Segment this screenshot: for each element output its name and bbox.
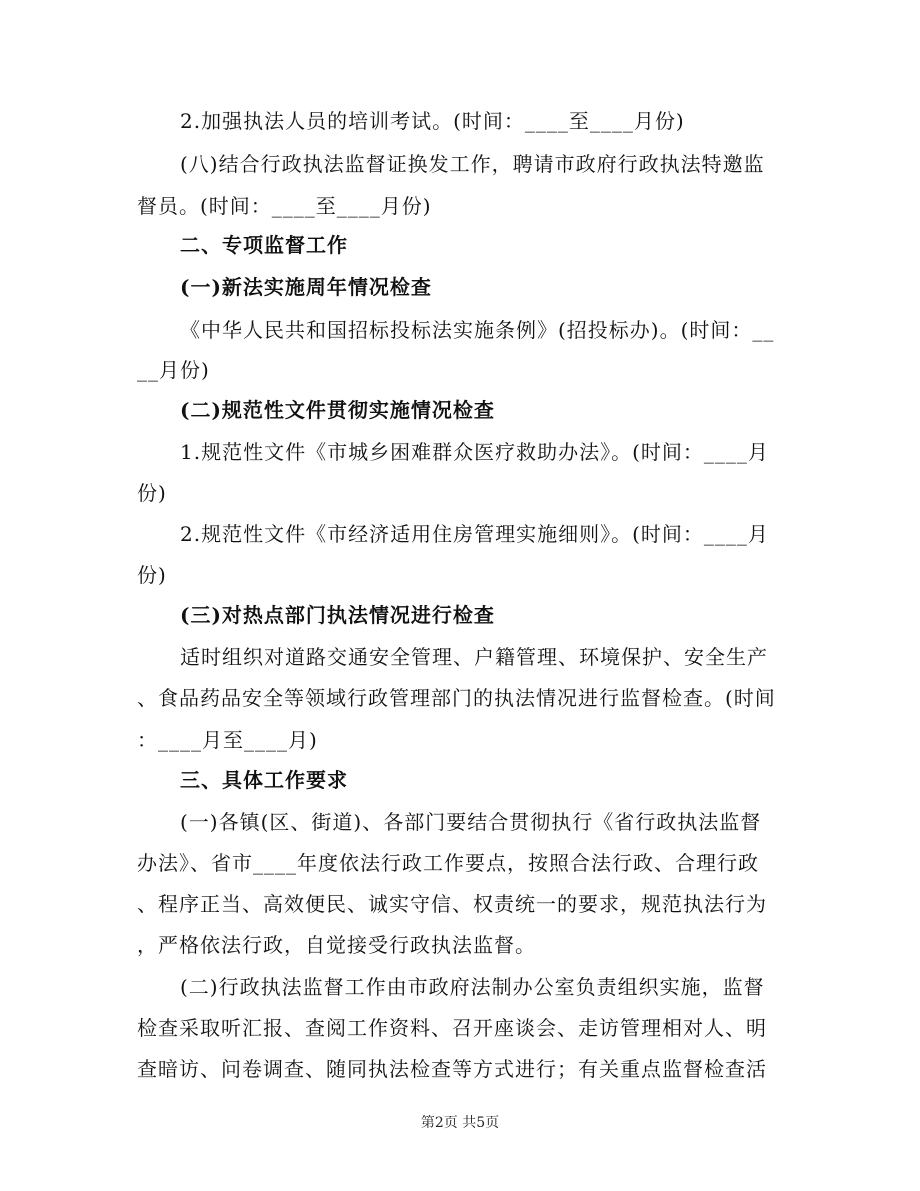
paragraph-line: 份) <box>137 481 167 505</box>
list-item: 2.加强执法人员的培训考试。(时间：____至____月份) <box>180 109 685 133</box>
paragraph-line: 查暗访、问卷调查、随同执法检查等方式进行；有关重点监督检查活 <box>137 1057 767 1081</box>
paragraph-line: 、程序正当、高效便民、诚实守信、权责统一的要求，规范执法行为 <box>137 892 767 916</box>
list-item: 1.规范性文件《市城乡困难群众医疗救助办法》。(时间：____月 <box>180 440 769 464</box>
paragraph-line: ：____月至____月) <box>137 728 318 752</box>
paragraph-line: 督员。(时间：____至____月份) <box>137 194 432 218</box>
paragraph-line: 检查采取听汇报、查阅工作资料、召开座谈会、走访管理相对人、明 <box>137 1016 767 1040</box>
paragraph-line: 《中华人民共和国招标投标法实施条例》(招投标办)。(时间：__ <box>180 318 775 342</box>
section-heading: 二、专项监督工作 <box>180 233 348 257</box>
paragraph-line: (二)行政执法监督工作由市政府法制办公室负责组织实施，监督 <box>180 975 765 999</box>
subsection-heading: (三)对热点部门执法情况进行检查 <box>180 603 495 627</box>
subsection-heading: (一)新法实施周年情况检查 <box>180 275 432 299</box>
paragraph-line: __月份) <box>137 358 210 382</box>
paragraph-line: 份) <box>137 563 167 587</box>
paragraph-line: (一)各镇(区、街道)、各部门要结合贯彻执行《省行政执法监督 <box>180 810 762 834</box>
paragraph-line: 办法》、省市____年度依法行政工作要点，按照合法行政、合理行政 <box>137 851 759 875</box>
list-item: 2.规范性文件《市经济适用住房管理实施细则》。(时间：____月 <box>180 522 769 546</box>
paragraph-line: 、食品药品安全等领域行政管理部门的执法情况进行监督检查。(时间 <box>137 686 776 710</box>
paragraph-line: 适时组织对道路交通安全管理、户籍管理、环境保护、安全生产 <box>180 645 768 669</box>
subsection-heading: (二)规范性文件贯彻实施情况检查 <box>180 398 495 422</box>
page-number-footer: 第2页 共5页 <box>420 1115 500 1131</box>
paragraph-line: (八)结合行政执法监督证换发工作，聘请市政府行政执法特邀监 <box>180 152 765 176</box>
section-heading: 三、具体工作要求 <box>180 768 348 792</box>
paragraph-line: ，严格依法行政，自觉接受行政执法监督。 <box>137 933 536 957</box>
